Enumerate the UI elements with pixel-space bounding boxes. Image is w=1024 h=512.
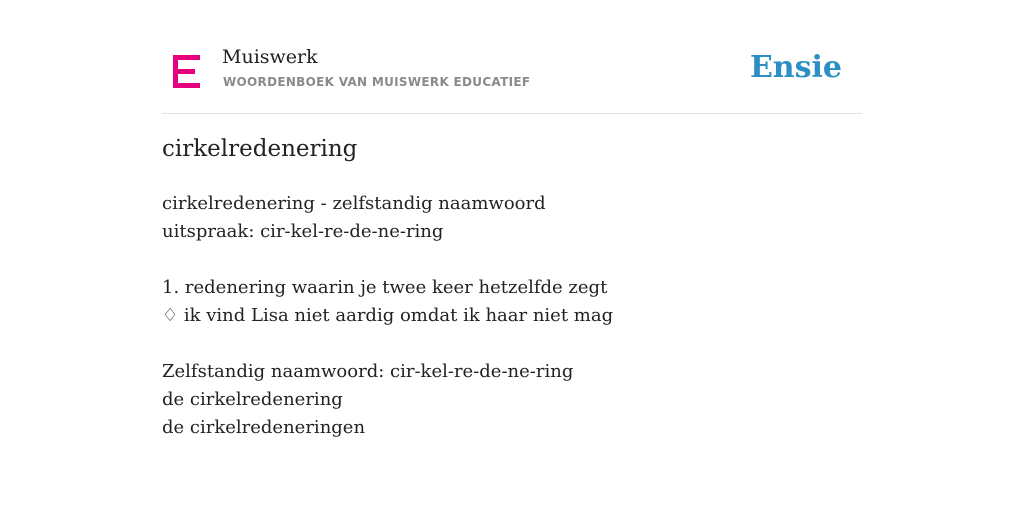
muiswerk-logo-icon[interactable] [173, 55, 200, 88]
entry-line-blank [162, 330, 613, 358]
entry-line-grammar: Zelfstandig naamwoord: cir-kel-re-de-ne-ring [162, 361, 574, 382]
entry-line-definition: 1. redenering waarin je twee keer hetzelfde zegt [162, 277, 608, 298]
ensie-logo[interactable]: Ensie [749, 50, 842, 85]
brand-name[interactable]: Muiswerk [222, 46, 318, 68]
page-content [162, 0, 862, 438]
site-header [162, 0, 862, 114]
entry-line-pronunciation: uitspraak: cir-kel-re-de-ne-ring [162, 221, 444, 242]
entry-line-blank [162, 246, 613, 274]
entry-line-heading: cirkelredenering - zelfstandig naamwoord [162, 193, 546, 214]
entry-line-plural: de cirkelredeneringen [162, 417, 366, 438]
entry-definition [162, 190, 613, 442]
entry-line-example: ♢ ik vind Lisa niet aardig omdat ik haar niet mag [162, 305, 614, 326]
entry-line-singular: de cirkelredenering [162, 389, 343, 410]
entry-title: cirkelredenering [162, 136, 358, 162]
brand-subtitle: WOORDENBOEK VAN MUISWERK EDUCATIEF [223, 75, 531, 89]
